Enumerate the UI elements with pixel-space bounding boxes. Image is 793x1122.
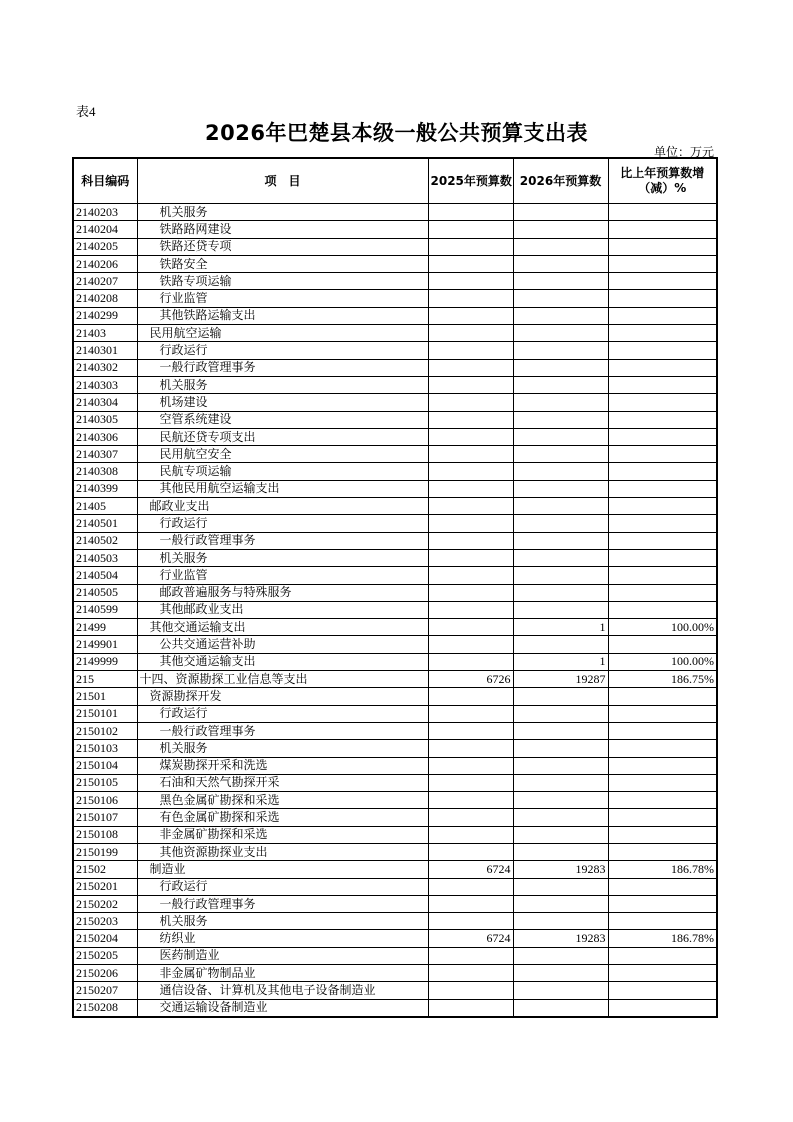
table-row	[73, 826, 717, 843]
cell-change-pct	[608, 601, 717, 618]
cell-change-pct	[608, 895, 717, 912]
cell-change-pct	[608, 446, 717, 463]
cell-budget-2026	[513, 567, 608, 584]
cell-item-name: 机关服务	[137, 913, 428, 930]
cell-budget-2025	[428, 325, 513, 342]
cell-change-pct: 100.00%	[608, 619, 717, 636]
cell-budget-2026	[513, 705, 608, 722]
cell-item-name: 十四、资源勘探工业信息等支出	[137, 671, 428, 688]
cell-code: 2140203	[73, 204, 137, 221]
table-row	[73, 653, 717, 670]
cell-item-name: 医药制造业	[137, 947, 428, 964]
cell-code: 2140304	[73, 394, 137, 411]
table-row	[73, 342, 717, 359]
cell-budget-2026	[513, 498, 608, 515]
cell-budget-2025	[428, 584, 513, 601]
table-row	[73, 722, 717, 739]
table-row	[73, 273, 717, 290]
cell-item-name: 制造业	[137, 861, 428, 878]
cell-budget-2025	[428, 515, 513, 532]
cell-budget-2026: 1	[513, 653, 608, 670]
cell-budget-2026	[513, 359, 608, 376]
table-row	[73, 982, 717, 999]
cell-code: 2140204	[73, 221, 137, 238]
cell-item-name: 一般行政管理事务	[137, 722, 428, 739]
cell-code: 2149901	[73, 636, 137, 653]
cell-budget-2025	[428, 878, 513, 895]
cell-change-pct: 186.78%	[608, 930, 717, 947]
cell-item-name: 其他邮政业支出	[137, 601, 428, 618]
cell-budget-2026	[513, 204, 608, 221]
cell-item-name: 非金属矿物制品业	[137, 965, 428, 982]
table-row	[73, 792, 717, 809]
cell-change-pct	[608, 532, 717, 549]
cell-budget-2025: 6726	[428, 671, 513, 688]
cell-change-pct	[608, 722, 717, 739]
cell-code: 2140303	[73, 376, 137, 393]
cell-budget-2026	[513, 826, 608, 843]
cell-budget-2025	[428, 601, 513, 618]
cell-budget-2025	[428, 947, 513, 964]
table-row	[73, 325, 717, 342]
document-title: 2026年巴楚县本级一般公共预算支出表	[205, 121, 588, 145]
cell-budget-2026	[513, 913, 608, 930]
cell-budget-2026	[513, 947, 608, 964]
cell-budget-2026: 19287	[513, 671, 608, 688]
table-row	[73, 740, 717, 757]
cell-budget-2026	[513, 740, 608, 757]
cell-item-name: 公共交通运营补助	[137, 636, 428, 653]
cell-item-name: 纺织业	[137, 930, 428, 947]
cell-item-name: 机关服务	[137, 204, 428, 221]
table-row	[73, 843, 717, 860]
table-row	[73, 705, 717, 722]
cell-change-pct	[608, 826, 717, 843]
cell-change-pct	[608, 740, 717, 757]
cell-item-name: 铁路路网建设	[137, 221, 428, 238]
table-row	[73, 515, 717, 532]
table-row	[73, 394, 717, 411]
cell-item-name: 民用航空安全	[137, 446, 428, 463]
cell-change-pct	[608, 688, 717, 705]
cell-budget-2025: 6724	[428, 861, 513, 878]
cell-code: 2140305	[73, 411, 137, 428]
cell-budget-2025: 6724	[428, 930, 513, 947]
cell-budget-2026: 19283	[513, 930, 608, 947]
cell-budget-2025	[428, 999, 513, 1017]
table-row	[73, 480, 717, 497]
cell-change-pct	[608, 774, 717, 791]
table-row	[73, 774, 717, 791]
cell-item-name: 机关服务	[137, 549, 428, 566]
header-budget-2026: 2026年预算数	[513, 158, 608, 204]
cell-budget-2025	[428, 290, 513, 307]
table-row	[73, 428, 717, 445]
table-row	[73, 636, 717, 653]
table-row	[73, 895, 717, 912]
cell-item-name: 铁路安全	[137, 255, 428, 272]
cell-code: 2150205	[73, 947, 137, 964]
cell-item-name: 邮政业支出	[137, 498, 428, 515]
cell-change-pct: 100.00%	[608, 653, 717, 670]
cell-budget-2026	[513, 411, 608, 428]
cell-budget-2025	[428, 498, 513, 515]
cell-budget-2026	[513, 394, 608, 411]
table-row	[73, 619, 717, 636]
cell-item-name: 非金属矿勘探和采选	[137, 826, 428, 843]
cell-budget-2026	[513, 809, 608, 826]
cell-code: 2140302	[73, 359, 137, 376]
cell-budget-2025	[428, 774, 513, 791]
cell-budget-2025	[428, 204, 513, 221]
cell-code: 2150199	[73, 843, 137, 860]
cell-budget-2026	[513, 688, 608, 705]
cell-budget-2026	[513, 428, 608, 445]
cell-item-name: 行政运行	[137, 705, 428, 722]
table-row	[73, 498, 717, 515]
cell-change-pct	[608, 255, 717, 272]
cell-change-pct	[608, 809, 717, 826]
cell-code: 2140207	[73, 273, 137, 290]
cell-budget-2025	[428, 826, 513, 843]
cell-code: 2150106	[73, 792, 137, 809]
cell-budget-2026	[513, 307, 608, 324]
cell-change-pct: 186.75%	[608, 671, 717, 688]
cell-budget-2025	[428, 342, 513, 359]
cell-item-name: 资源勘探开发	[137, 688, 428, 705]
cell-budget-2025	[428, 238, 513, 255]
cell-item-name: 其他民用航空运输支出	[137, 480, 428, 497]
cell-budget-2025	[428, 688, 513, 705]
cell-item-name: 民航还贷专项支出	[137, 428, 428, 445]
cell-budget-2025	[428, 705, 513, 722]
cell-budget-2025	[428, 428, 513, 445]
table-number-label: 表4	[76, 104, 96, 119]
cell-budget-2026	[513, 982, 608, 999]
cell-item-name: 其他交通运输支出	[137, 653, 428, 670]
cell-item-name: 其他交通运输支出	[137, 619, 428, 636]
cell-budget-2026	[513, 342, 608, 359]
cell-change-pct	[608, 636, 717, 653]
cell-code: 2140505	[73, 584, 137, 601]
table-row	[73, 861, 717, 878]
cell-code: 2140301	[73, 342, 137, 359]
table-row	[73, 204, 717, 221]
cell-item-name: 铁路还贷专项	[137, 238, 428, 255]
cell-code: 2140503	[73, 549, 137, 566]
table-row	[73, 930, 717, 947]
cell-item-name: 机关服务	[137, 740, 428, 757]
cell-code: 2150202	[73, 895, 137, 912]
cell-change-pct	[608, 394, 717, 411]
cell-item-name: 交通运输设备制造业	[137, 999, 428, 1017]
cell-code: 2140205	[73, 238, 137, 255]
header-change-pct	[608, 158, 717, 204]
cell-item-name: 机场建设	[137, 394, 428, 411]
cell-change-pct	[608, 376, 717, 393]
cell-budget-2025	[428, 532, 513, 549]
cell-budget-2026	[513, 965, 608, 982]
table-row	[73, 463, 717, 480]
cell-budget-2026	[513, 532, 608, 549]
cell-code: 21501	[73, 688, 137, 705]
cell-budget-2026	[513, 480, 608, 497]
cell-budget-2026	[513, 376, 608, 393]
table-row	[73, 290, 717, 307]
cell-budget-2025	[428, 549, 513, 566]
table-row	[73, 221, 717, 238]
table-row	[73, 809, 717, 826]
cell-change-pct	[608, 515, 717, 532]
cell-item-name: 一般行政管理事务	[137, 532, 428, 549]
table-row	[73, 947, 717, 964]
cell-budget-2026: 19283	[513, 861, 608, 878]
cell-code: 2150101	[73, 705, 137, 722]
cell-change-pct	[608, 307, 717, 324]
cell-budget-2026	[513, 843, 608, 860]
cell-change-pct	[608, 411, 717, 428]
cell-budget-2026	[513, 446, 608, 463]
cell-budget-2025	[428, 619, 513, 636]
cell-change-pct	[608, 965, 717, 982]
cell-budget-2026	[513, 774, 608, 791]
cell-code: 21502	[73, 861, 137, 878]
table-row	[73, 878, 717, 895]
cell-change-pct	[608, 463, 717, 480]
cell-budget-2025	[428, 376, 513, 393]
cell-budget-2025	[428, 982, 513, 999]
cell-item-name: 石油和天然气勘探开采	[137, 774, 428, 791]
cell-budget-2025	[428, 843, 513, 860]
cell-budget-2026	[513, 463, 608, 480]
table-row	[73, 965, 717, 982]
cell-code: 2150207	[73, 982, 137, 999]
cell-change-pct	[608, 947, 717, 964]
cell-change-pct	[608, 757, 717, 774]
cell-budget-2026	[513, 999, 608, 1017]
cell-budget-2026	[513, 895, 608, 912]
cell-budget-2025	[428, 653, 513, 670]
cell-code: 2140206	[73, 255, 137, 272]
cell-budget-2026: 1	[513, 619, 608, 636]
cell-code: 2140307	[73, 446, 137, 463]
cell-change-pct	[608, 792, 717, 809]
cell-code: 2150206	[73, 965, 137, 982]
cell-change-pct	[608, 204, 717, 221]
cell-code: 2140504	[73, 567, 137, 584]
cell-code: 2150201	[73, 878, 137, 895]
cell-budget-2025	[428, 809, 513, 826]
header-code: 科目编码	[73, 158, 137, 204]
cell-change-pct	[608, 480, 717, 497]
cell-code: 2150103	[73, 740, 137, 757]
cell-item-name: 一般行政管理事务	[137, 359, 428, 376]
cell-change-pct	[608, 705, 717, 722]
cell-change-pct	[608, 325, 717, 342]
cell-budget-2026	[513, 757, 608, 774]
cell-budget-2026	[513, 792, 608, 809]
cell-budget-2026	[513, 878, 608, 895]
cell-change-pct	[608, 878, 717, 895]
cell-change-pct: 186.78%	[608, 861, 717, 878]
cell-budget-2026	[513, 515, 608, 532]
table-body	[73, 204, 717, 1017]
cell-budget-2025	[428, 446, 513, 463]
cell-budget-2026	[513, 722, 608, 739]
cell-budget-2026	[513, 255, 608, 272]
cell-item-name: 行政运行	[137, 515, 428, 532]
header-change-pct-line2: （减）%	[638, 181, 687, 195]
cell-code: 2150203	[73, 913, 137, 930]
cell-code: 2150108	[73, 826, 137, 843]
cell-code: 21403	[73, 325, 137, 342]
cell-change-pct	[608, 913, 717, 930]
cell-code: 2140502	[73, 532, 137, 549]
cell-code: 21499	[73, 619, 137, 636]
cell-budget-2025	[428, 273, 513, 290]
table-row	[73, 359, 717, 376]
cell-item-name: 其他铁路运输支出	[137, 307, 428, 324]
cell-change-pct	[608, 359, 717, 376]
cell-code: 2140306	[73, 428, 137, 445]
cell-code: 2140501	[73, 515, 137, 532]
table-row	[73, 671, 717, 688]
table-row	[73, 601, 717, 618]
cell-change-pct	[608, 342, 717, 359]
cell-item-name: 通信设备、计算机及其他电子设备制造业	[137, 982, 428, 999]
cell-budget-2025	[428, 722, 513, 739]
cell-budget-2025	[428, 307, 513, 324]
header-change-pct-line1: 比上年预算数增	[620, 166, 705, 180]
cell-code: 2140208	[73, 290, 137, 307]
table-row	[73, 238, 717, 255]
table-row	[73, 913, 717, 930]
table-row	[73, 757, 717, 774]
table-row	[73, 307, 717, 324]
cell-code: 2150105	[73, 774, 137, 791]
cell-budget-2025	[428, 221, 513, 238]
cell-item-name: 其他资源勘探业支出	[137, 843, 428, 860]
cell-item-name: 邮政普遍服务与特殊服务	[137, 584, 428, 601]
header-item: 项 目	[137, 158, 428, 204]
cell-change-pct	[608, 999, 717, 1017]
table-row	[73, 999, 717, 1017]
cell-change-pct	[608, 290, 717, 307]
cell-item-name: 行政运行	[137, 342, 428, 359]
table-header-row	[73, 158, 717, 204]
cell-budget-2025	[428, 792, 513, 809]
table-row	[73, 446, 717, 463]
cell-code: 2140399	[73, 480, 137, 497]
table-row	[73, 255, 717, 272]
cell-code: 2140599	[73, 601, 137, 618]
table-row	[73, 532, 717, 549]
cell-budget-2025	[428, 394, 513, 411]
cell-code: 2150104	[73, 757, 137, 774]
cell-change-pct	[608, 843, 717, 860]
cell-budget-2025	[428, 913, 513, 930]
cell-budget-2025	[428, 255, 513, 272]
cell-item-name: 民航专项运输	[137, 463, 428, 480]
cell-change-pct	[608, 549, 717, 566]
cell-budget-2026	[513, 584, 608, 601]
cell-item-name: 有色金属矿勘探和采选	[137, 809, 428, 826]
cell-code: 2150102	[73, 722, 137, 739]
table-row	[73, 584, 717, 601]
cell-code: 2140299	[73, 307, 137, 324]
cell-item-name: 煤炭勘探开采和洗选	[137, 757, 428, 774]
cell-budget-2026	[513, 636, 608, 653]
cell-budget-2026	[513, 601, 608, 618]
cell-change-pct	[608, 238, 717, 255]
cell-budget-2026	[513, 238, 608, 255]
cell-budget-2026	[513, 290, 608, 307]
cell-change-pct	[608, 498, 717, 515]
cell-change-pct	[608, 428, 717, 445]
cell-code: 2150107	[73, 809, 137, 826]
cell-code: 21405	[73, 498, 137, 515]
cell-item-name: 民用航空运输	[137, 325, 428, 342]
cell-budget-2025	[428, 895, 513, 912]
cell-change-pct	[608, 567, 717, 584]
cell-budget-2025	[428, 757, 513, 774]
cell-item-name: 黑色金属矿勘探和采选	[137, 792, 428, 809]
cell-budget-2025	[428, 740, 513, 757]
cell-item-name: 行政运行	[137, 878, 428, 895]
cell-item-name: 行业监管	[137, 567, 428, 584]
table-row	[73, 376, 717, 393]
cell-budget-2025	[428, 567, 513, 584]
cell-item-name: 一般行政管理事务	[137, 895, 428, 912]
cell-budget-2026	[513, 221, 608, 238]
header-budget-2025: 2025年预算数	[428, 158, 513, 204]
cell-budget-2026	[513, 549, 608, 566]
cell-change-pct	[608, 982, 717, 999]
cell-code: 2149999	[73, 653, 137, 670]
table-row	[73, 411, 717, 428]
unit-label: 单位：万元	[653, 145, 714, 159]
cell-item-name: 机关服务	[137, 376, 428, 393]
cell-budget-2025	[428, 965, 513, 982]
cell-budget-2025	[428, 480, 513, 497]
cell-change-pct	[608, 273, 717, 290]
budget-expenditure-table	[72, 157, 718, 1018]
cell-item-name: 铁路专项运输	[137, 273, 428, 290]
cell-item-name: 空管系统建设	[137, 411, 428, 428]
cell-change-pct	[608, 221, 717, 238]
cell-budget-2025	[428, 463, 513, 480]
cell-code: 2140308	[73, 463, 137, 480]
table-row	[73, 549, 717, 566]
cell-item-name: 行业监管	[137, 290, 428, 307]
cell-budget-2025	[428, 636, 513, 653]
cell-code: 215	[73, 671, 137, 688]
cell-change-pct	[608, 584, 717, 601]
table-row	[73, 688, 717, 705]
cell-budget-2026	[513, 273, 608, 290]
cell-code: 2150208	[73, 999, 137, 1017]
cell-code: 2150204	[73, 930, 137, 947]
cell-budget-2025	[428, 411, 513, 428]
cell-budget-2026	[513, 325, 608, 342]
table-row	[73, 567, 717, 584]
cell-budget-2025	[428, 359, 513, 376]
